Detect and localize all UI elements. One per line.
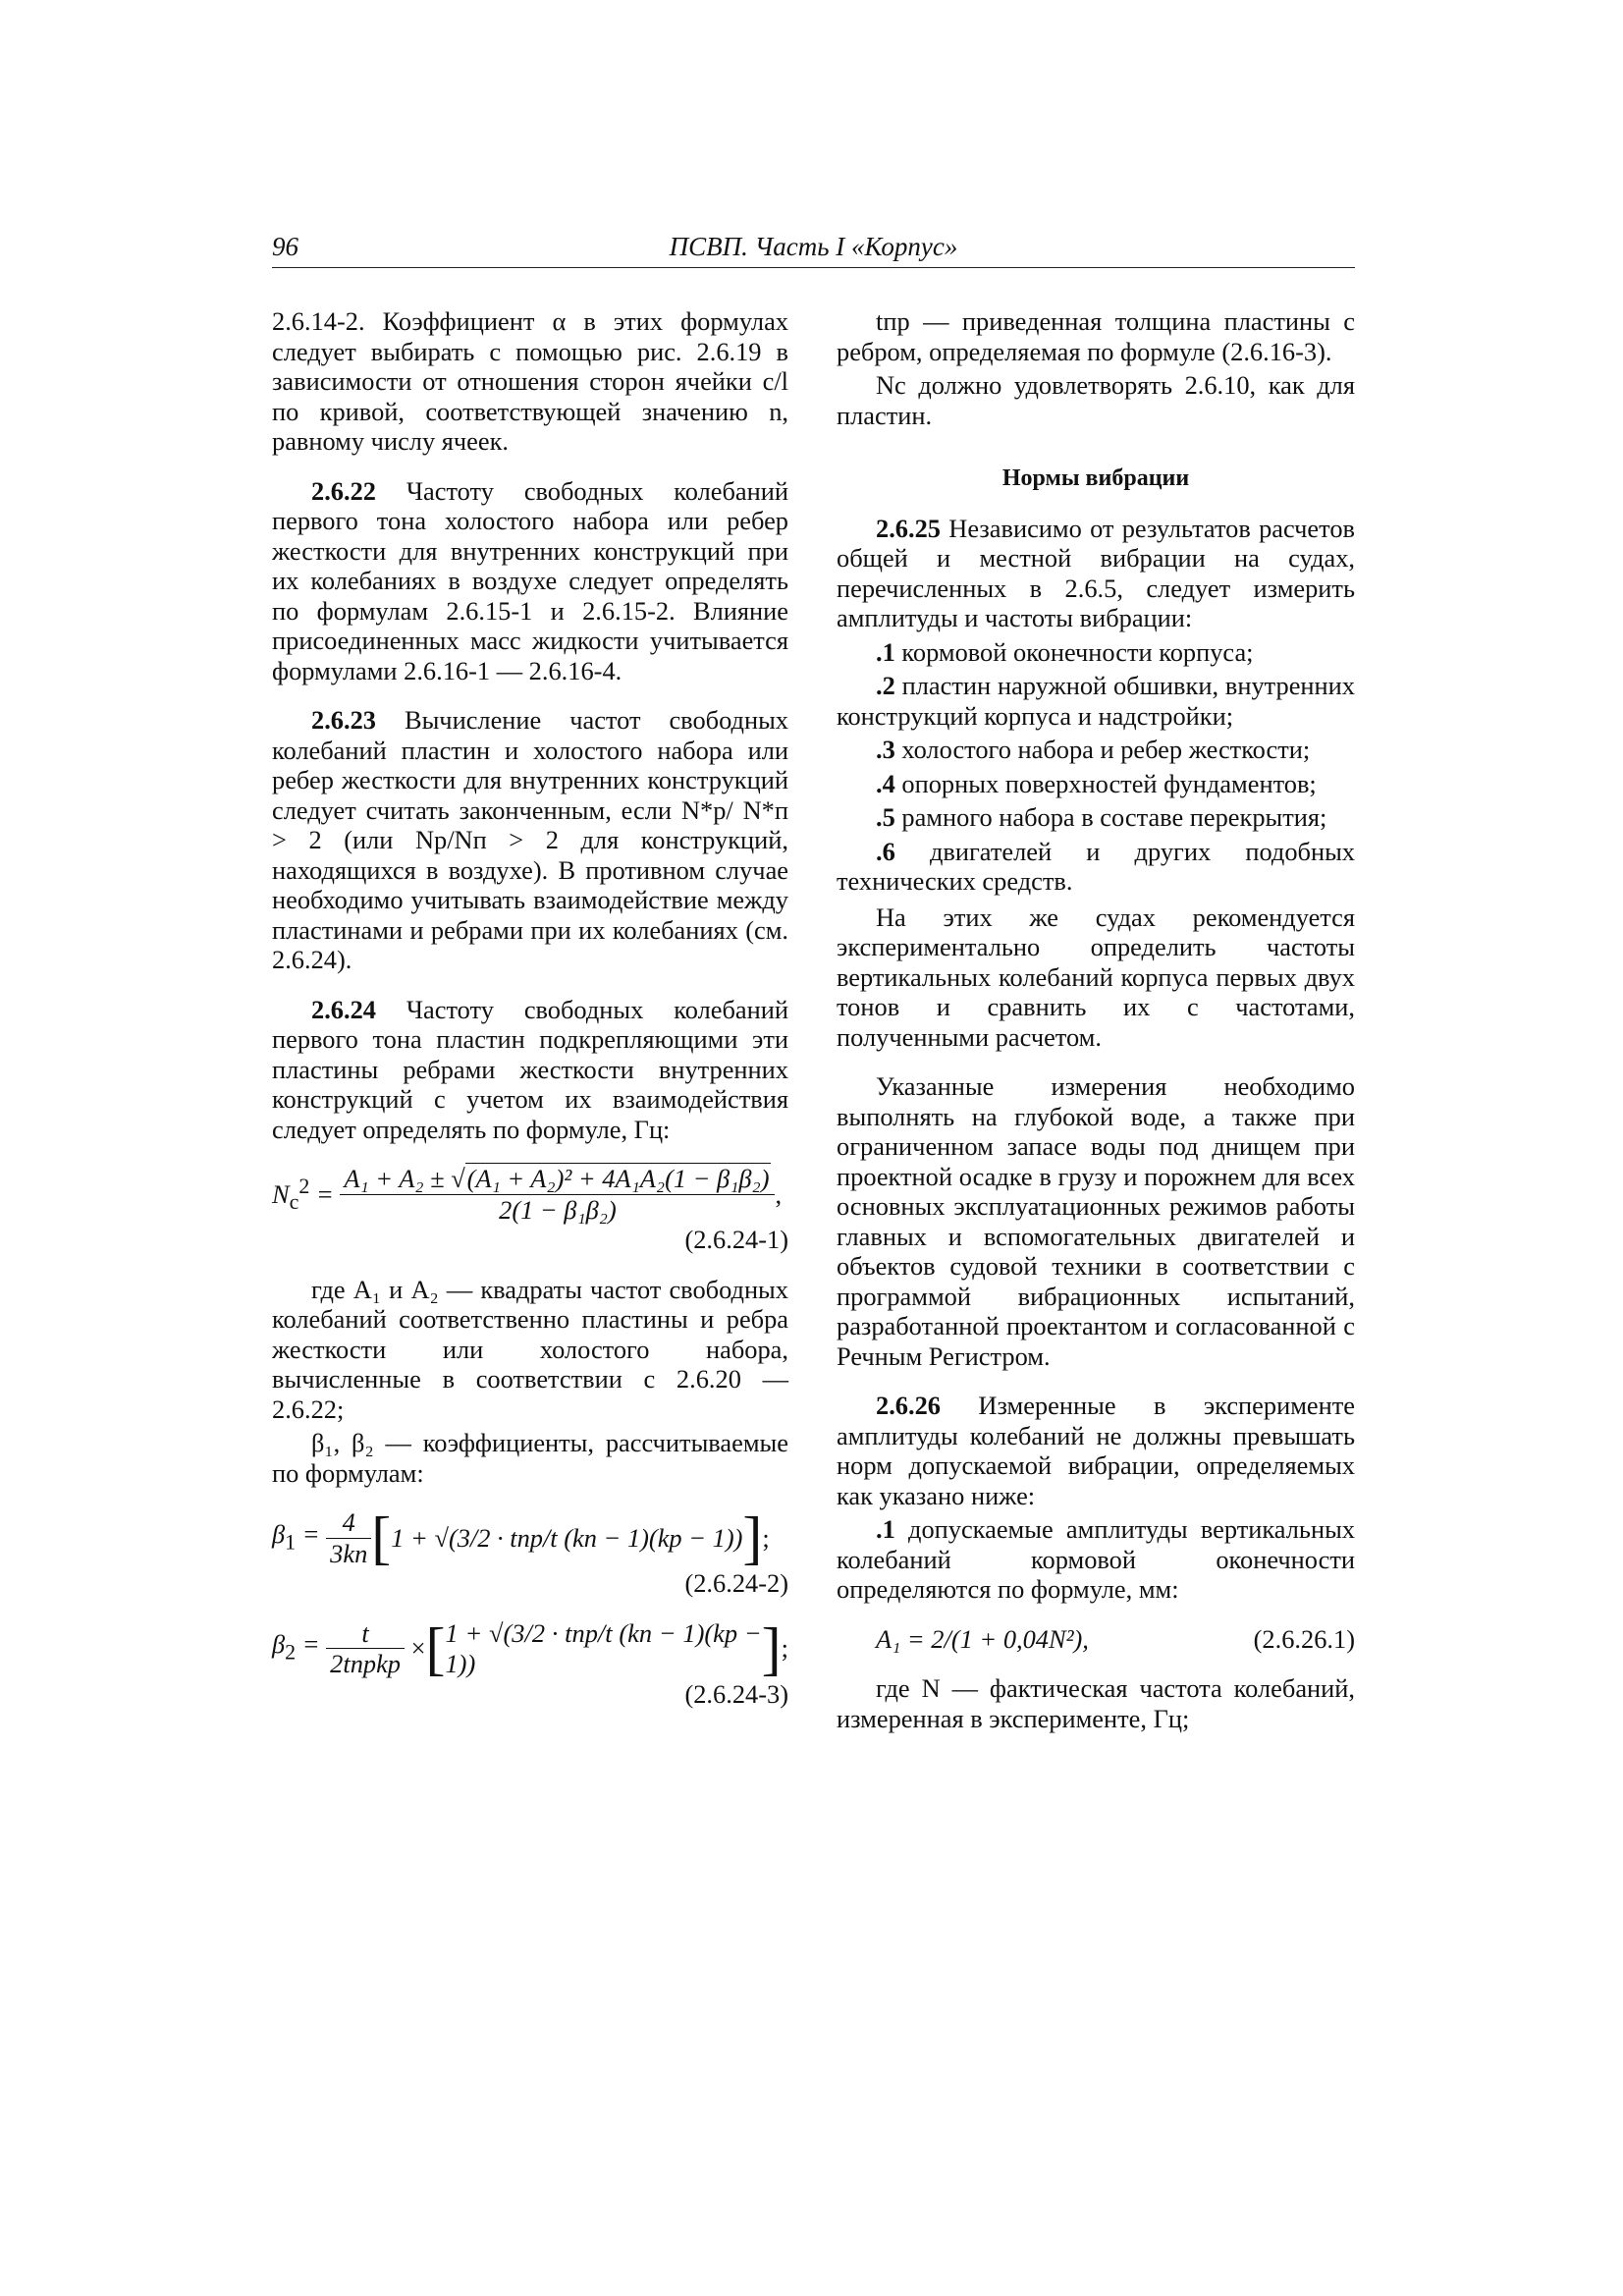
- list-item-number: .1: [876, 1514, 895, 1544]
- section-number: 2.6.22: [311, 475, 376, 506]
- formula-lhs: $N_с^2$ =: [272, 1173, 341, 1214]
- section-number: 2.6.25: [876, 513, 941, 543]
- left-bracket-icon: [: [425, 1615, 446, 1681]
- paragraph-text: Независимо от результатов расчетов общей и местной вибрации на судах, перечисленных в 2.6.5, следует измерить амплитуды и частоты вибрации:: [837, 513, 1355, 632]
- list-item-text: пластин наружной обшивки, внутренних конструкций корпуса и надстройки;: [837, 671, 1355, 731]
- formula-2-6-26-1: [837, 1624, 1355, 1655]
- paragraph-text: Частоту свободных колебаний первого тона холостого набора или ребер жесткости для внутренних конструкций при их колебаниях в воздухе следует определять по формулам 2.6.15-1 и 2.6.15-2. Влияние присоединенных масс жидкости учитывается формулами 2.6.16-1 — 2.6.16-4.: [272, 475, 788, 685]
- paragraph-2-6-25: [837, 514, 1355, 633]
- formula-fraction: [326, 1507, 371, 1568]
- list-item-text: рамного набора в составе перекрытия;: [894, 802, 1327, 832]
- paragraph-2-6-23: [272, 705, 788, 975]
- paragraph: где A₁ и A₂ — квадраты частот свободных колебаний соответственно пластины и ребра жесткости или холостого набора, вычисленные в соответствии с 2.6.20 — 2.6.22;: [272, 1274, 788, 1424]
- list-item: [837, 735, 1355, 765]
- list-item-text: холостого набора и ребер жесткости;: [894, 735, 1311, 764]
- formula-numerator: 4: [326, 1507, 371, 1539]
- formula-fraction: [326, 1618, 405, 1679]
- equation-label: (2.6.26.1): [1253, 1623, 1355, 1654]
- formula-numerator: A₁ + A₂ ±: [344, 1164, 452, 1193]
- paragraph: Nс должно удовлетворять 2.6.10, как для пластин.: [837, 370, 1355, 430]
- paragraph-2-6-24: [272, 995, 788, 1145]
- formula-bracket-term: 1 + √(3/2 · tпр/t (kп − 1)(kр − 1)): [445, 1618, 762, 1678]
- page-header: [272, 232, 1355, 268]
- left-bracket-icon: [: [371, 1505, 392, 1570]
- paragraph-2-6-22: [272, 476, 788, 686]
- page-number: 96: [272, 232, 298, 261]
- list-item-number: .5: [876, 802, 895, 832]
- list-item-number: .1: [876, 636, 895, 667]
- paragraph-text: Измеренные в эксперименте амплитуды колебаний не должны превышать норм допускаемой вибрации, определяемых как указано ниже:: [837, 1391, 1355, 1510]
- list-item-number: .2: [876, 671, 895, 700]
- formula-fraction: $\frac{\text{A₁ + A₂ ± √(A₁ + A₂)² + 4A₁A₂(1 − β₁β₂)}}{\text{2(1 − β₁β₂)}}$: [340, 1164, 775, 1225]
- section-number: 2.6.23: [311, 705, 376, 735]
- list-item: [837, 1514, 1355, 1605]
- formula-bracket-term: 1 + √(3/2 · tпр/t (kп − 1)(kр − 1)): [391, 1522, 743, 1553]
- right-bracket-icon: ]: [742, 1505, 763, 1570]
- list-item-number: .4: [876, 768, 895, 798]
- paragraph: 2.6.14-2. Коэффициент α в этих формулах следует выбирать с помощью рис. 2.6.19 в зависимости от отношения сторон ячейки c/l по кривой, соответствующей значению n, равному числу ячеек.: [272, 306, 788, 456]
- paragraph: β₁, β₂ — коэффициенты, рассчитываемые по формулам:: [272, 1428, 788, 1488]
- paragraph-text: Частоту свободных колебаний первого тона пластин подкрепляющими эти пластины ребрами жесткости внутренних конструкций с учетом их взаимодействия следует определять по формуле, Гц:: [272, 994, 788, 1144]
- right-bracket-icon: ]: [761, 1615, 782, 1681]
- list-item: [837, 802, 1355, 833]
- equation-label: (2.6.24-2): [684, 1568, 788, 1598]
- paragraph: Указанные измерения необходимо выполнять на глубокой воде, а также при ограниченном запасе воды под днищем при проектной осадке в грузу и порожнем для всех основных эксплуатационных режимов работы главных и вспомогательных двигателей и объектов судовой техники в соответствии с программой вибрационных испытаний, разработанной проектантом и согласованной с Речным Регистром.: [837, 1071, 1355, 1371]
- paragraph: где N — фактическая частота колебаний, измеренная в эксперименте, Гц;: [837, 1673, 1355, 1733]
- list-item-number: .6: [876, 836, 895, 866]
- list-item-text: опорных поверхностей фундаментов;: [894, 768, 1317, 798]
- list-item-text: кормовой оконечности корпуса;: [894, 636, 1254, 667]
- section-heading: Нормы вибрации: [1001, 465, 1190, 491]
- paragraph-2-6-26: [837, 1391, 1355, 1510]
- list-item-number: .3: [876, 735, 895, 764]
- section-number: 2.6.26: [876, 1391, 941, 1420]
- formula-numerator: t: [326, 1618, 405, 1650]
- formula-denominator: 2(1 − β₁β₂): [499, 1194, 617, 1225]
- paragraph: На этих же судах рекомендуется экспериментально определить частоты вертикальных колебаний корпуса первых двух тонов и сравнить их с частотами, полученными расчетом.: [837, 902, 1355, 1052]
- formula-lhs: $\beta_2$ =: [272, 1629, 327, 1665]
- list-item-text: допускаемые амплитуды вертикальных колебаний кормовой оконечности определяются по формуле, мм:: [837, 1514, 1355, 1604]
- formula-radicand: (A₁ + A₂)² + 4A₁A₂(1 − β₁β₂): [466, 1164, 770, 1193]
- list-item: [837, 837, 1355, 897]
- formula-lhs: $\beta_1$ =: [272, 1518, 327, 1554]
- list-item: [837, 671, 1355, 731]
- formula-denominator: 3kп: [330, 1538, 368, 1568]
- formula-text: A₁ = 2/(1 + 0,04N²),: [876, 1623, 1089, 1654]
- list-item: [837, 769, 1355, 799]
- paragraph-text: Вычисление частот свободных колебаний пластин и холостого набора или ребер жесткости для внутренних конструкций следует считать законченным, если N*р/ N*п > 2 (или Nр/Nп > 2 для конструкций, находящихся в воздухе). В противном случае необходимо учитывать взаимодействие между пластинами и ребрами при их колебаниях (см. 2.6.24).: [272, 705, 788, 974]
- formula-denominator: 2tпрkр: [330, 1649, 401, 1678]
- formula-2-6-24-1: $N_с^2$ = $\frac{\text{A₁ + A₂ ± √(A₁ + A₂)² + 4A₁A₂(1 − β₁β₂)}}{\text{2(1 − β₁β₂)}}$ ,: [272, 1164, 783, 1225]
- equation-label: (2.6.24-1): [684, 1225, 788, 1254]
- list-item: [837, 637, 1355, 668]
- section-number: 2.6.24: [311, 994, 376, 1024]
- left-column: [272, 306, 788, 1728]
- paragraph: tпр — приведенная толщина пластины с ребром, определяемая по формуле (2.6.16-3).: [837, 306, 1355, 366]
- equation-label: (2.6.24-3): [684, 1678, 788, 1709]
- formula-2-6-24-3: $\beta_2$ = $\frac{t}{\text{2tпрkр}}$ × [ 1 + √(3/2 · tпр/t (kп − 1)(kр − 1)) ] ;: [272, 1615, 788, 1681]
- formula-2-6-24-2: $\beta_1$ = $\frac{4}{3kп}$ [ 1 + √(3/2 · tпр/t (kп − 1)(kр − 1)) ] ;: [272, 1505, 770, 1570]
- running-title: ПСВП. Часть I «Корпус»: [669, 232, 958, 261]
- list-item-text: двигателей и других подобных технических средств.: [837, 836, 1355, 896]
- right-column: [837, 306, 1355, 1753]
